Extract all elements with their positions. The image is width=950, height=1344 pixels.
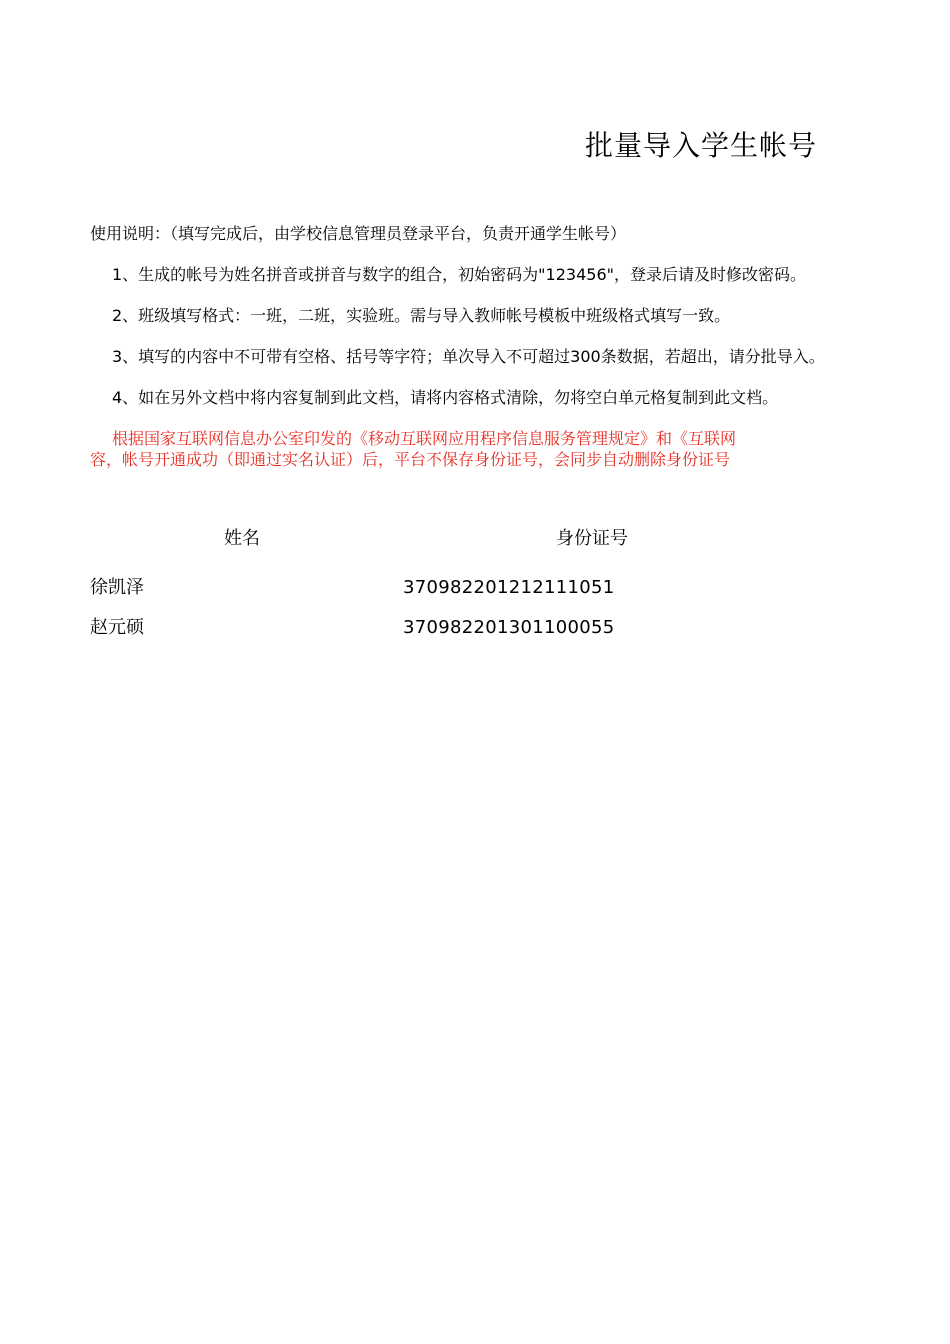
cell-id-number[interactable]: 370982201212111051 [403, 577, 615, 598]
page-title: 批量导入学生帐号 [585, 129, 818, 162]
cell-name[interactable]: 徐凯泽 [90, 577, 144, 598]
cell-id-number[interactable]: 370982201301100055 [403, 617, 615, 638]
instruction-rule-1: 1、生成的帐号为姓名拼音或拼音与数字的组合，初始密码为"123456"，登录后请及时修改密码。 [112, 265, 806, 284]
privacy-notice-line-1: 根据国家互联网信息办公室印发的《移动互联网应用程序信息服务管理规定》和《互联网 [112, 429, 737, 448]
cell-name[interactable]: 赵元硕 [90, 617, 144, 638]
column-header-name: 姓名 [224, 528, 260, 549]
instructions-intro: 使用说明：（填写完成后，由学校信息管理员登录平台，负责开通学生帐号） [90, 224, 627, 243]
instruction-rule-2: 2、班级填写格式：一班，二班，实验班。需与导入教师帐号模板中班级格式填写一致。 [112, 306, 731, 325]
privacy-notice-line-2: 容，帐号开通成功（即通过实名认证）后，平台不保存身份证号，会同步自动删除身份证号 [90, 450, 731, 469]
instruction-rule-3: 3、填写的内容中不可带有空格、括号等字符；单次导入不可超过300条数据，若超出，请分批导入。 [112, 347, 825, 366]
instruction-rule-4: 4、如在另外文档中将内容复制到此文档，请将内容格式清除，勿将空白单元格复制到此文档。 [112, 388, 779, 407]
column-header-id-number: 身份证号 [556, 528, 628, 549]
